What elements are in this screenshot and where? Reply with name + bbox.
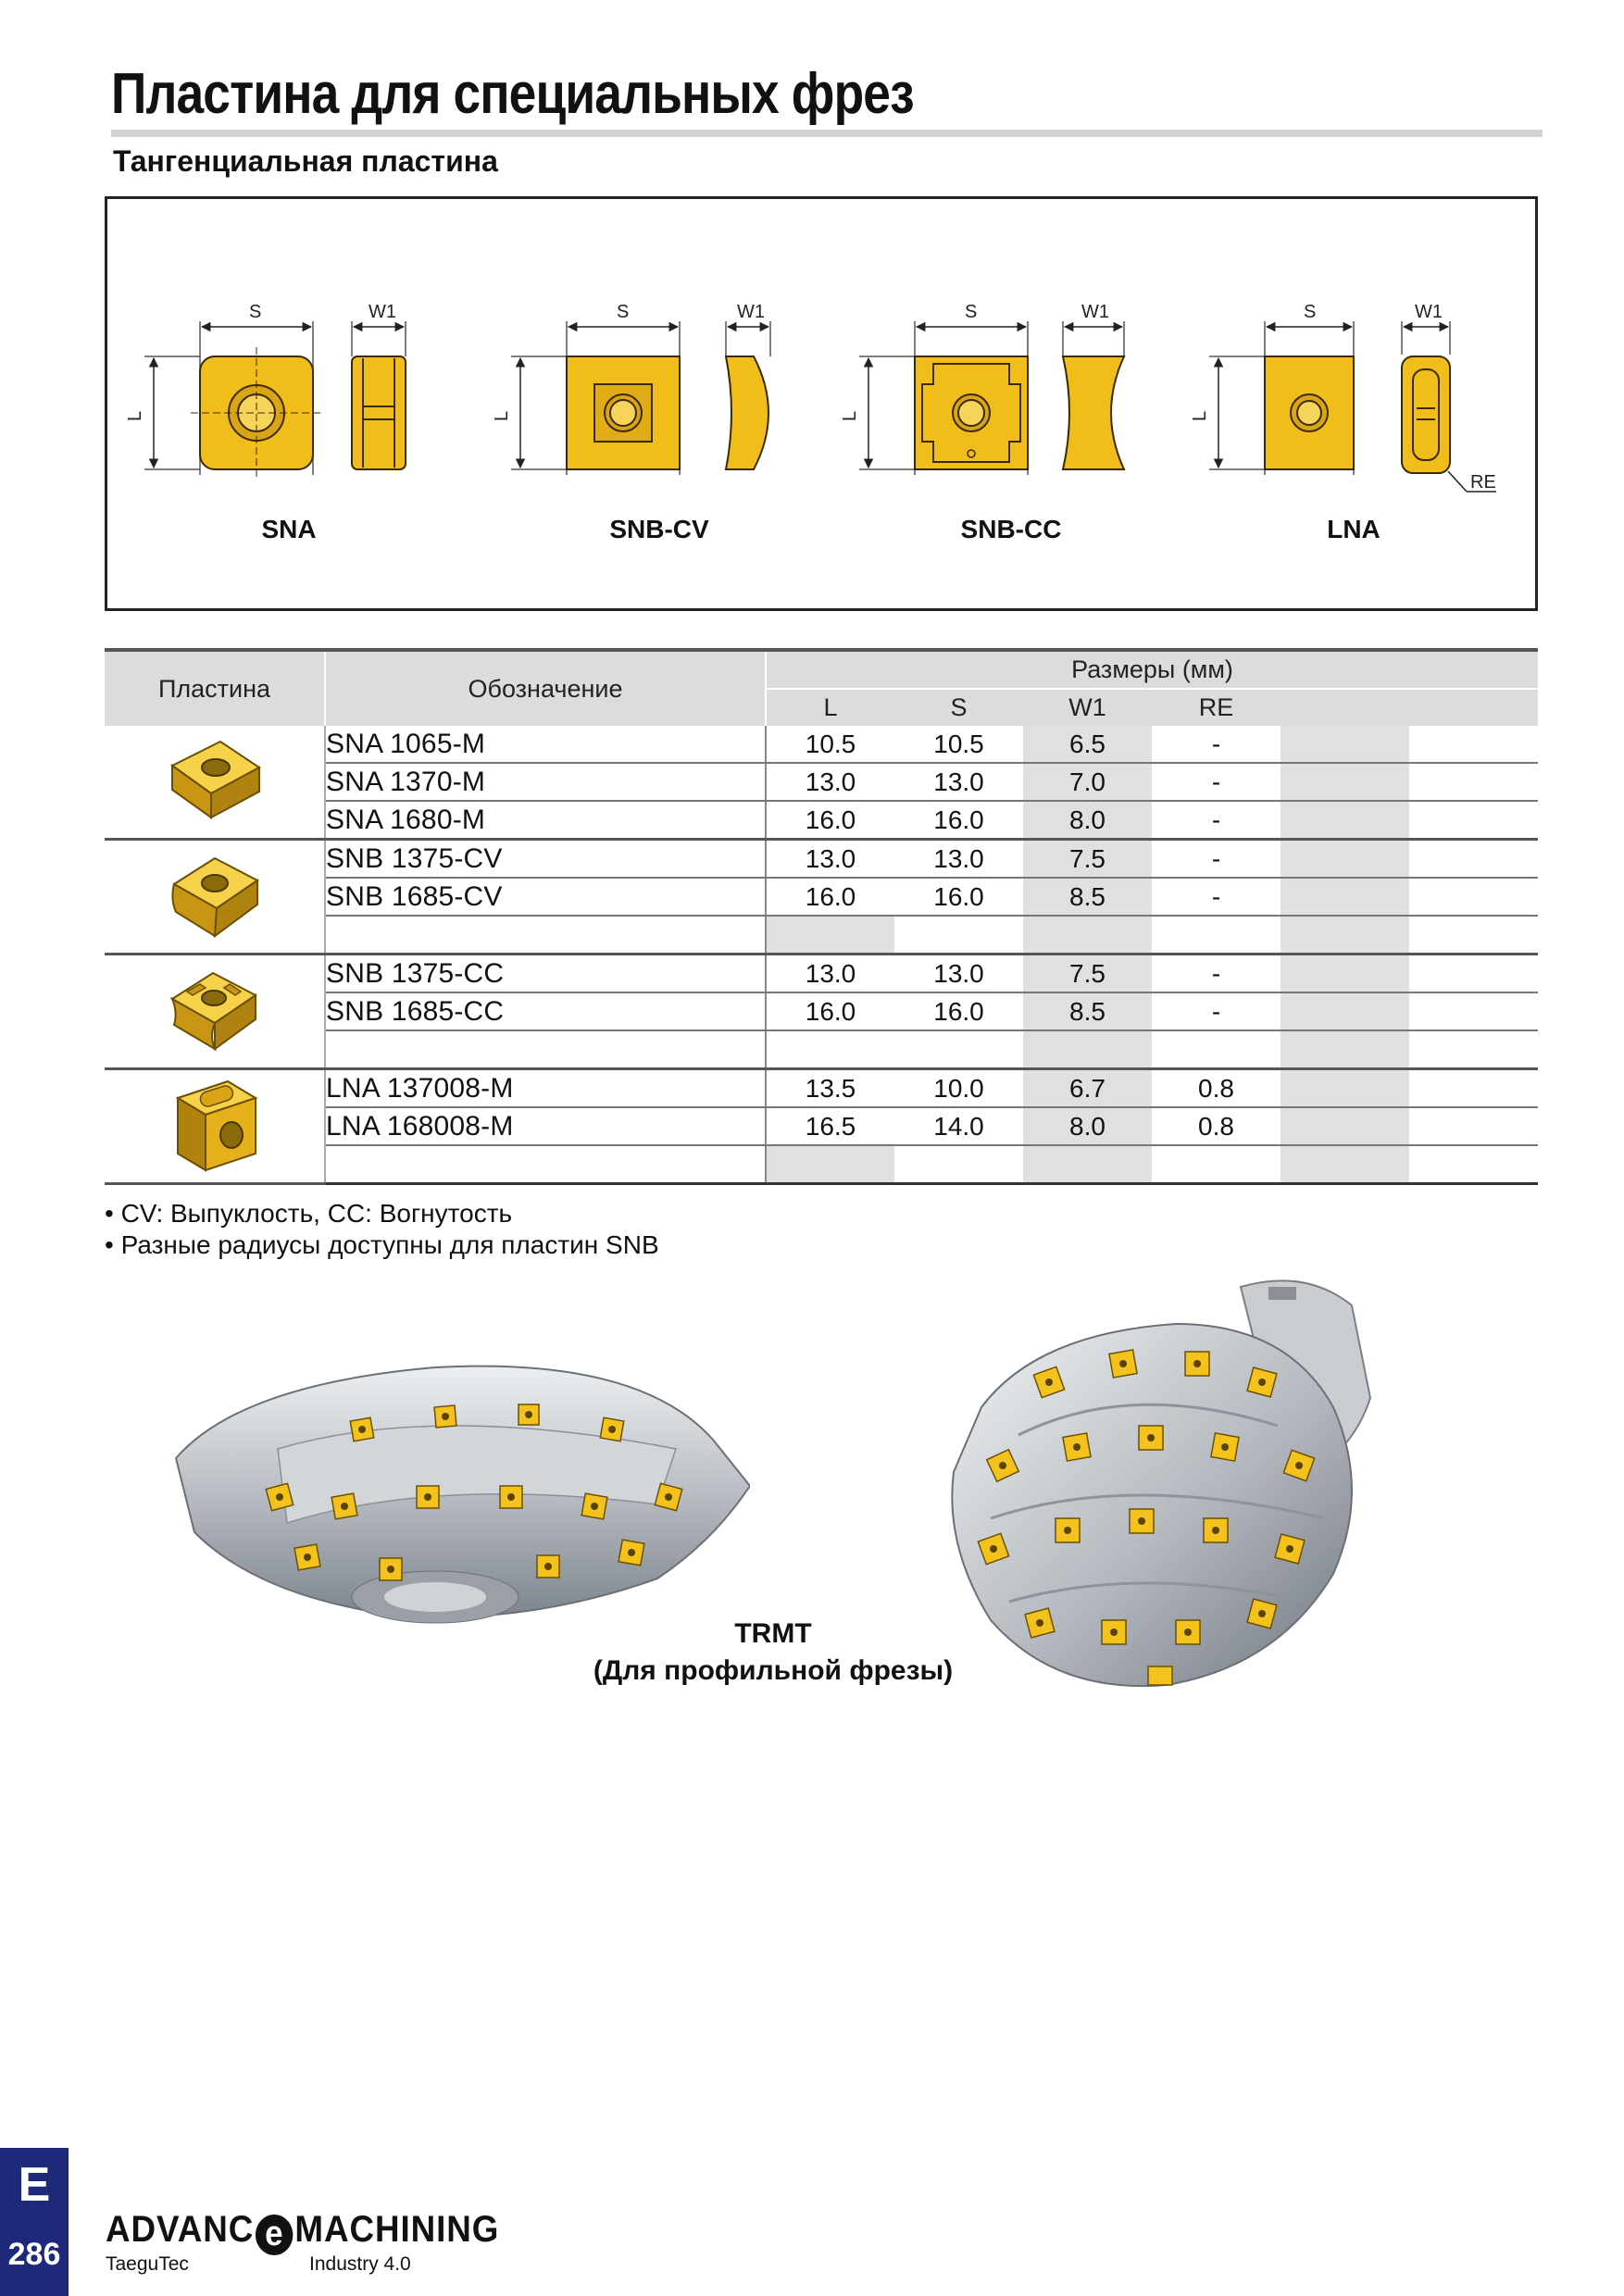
- snb-cc-l-label: L: [840, 410, 860, 421]
- snb-cc-drawing: [840, 302, 1124, 543]
- lna-w1-label: W1: [1415, 302, 1443, 322]
- section-tab: [0, 2148, 69, 2296]
- section-letter: E: [18, 2158, 51, 2212]
- snb-cc-s-label: S: [965, 302, 978, 322]
- note-snb-radii: • Разные радиусы доступны для пластин SNB: [105, 1230, 659, 1259]
- value-w1: 6.5: [1023, 726, 1152, 763]
- col-header-designation: Обозначение: [325, 650, 766, 726]
- value-l: [766, 1145, 894, 1184]
- snb-cc-w1-label: W1: [1081, 302, 1109, 322]
- value-s: 14.0: [894, 1107, 1023, 1145]
- designation-cell: SNB 1685-CC: [325, 992, 766, 1030]
- snb-cv-type-label: SNB-CV: [609, 515, 709, 543]
- col-header-s: S: [894, 689, 1023, 726]
- title-divider: [111, 130, 1543, 137]
- insert-spec-table: [105, 648, 1538, 1185]
- value-l: 16.0: [766, 878, 894, 916]
- value-l: [766, 1030, 894, 1069]
- value-re: -: [1152, 726, 1280, 763]
- snb-cv-w1-label: W1: [737, 302, 765, 322]
- value-w1: [1023, 1030, 1152, 1069]
- col-header-blank: [1409, 689, 1538, 726]
- value-s: [894, 1145, 1023, 1184]
- cutter-photo-face-mill: [157, 1347, 750, 1634]
- value-s: 13.0: [894, 955, 1023, 993]
- value-l: 16.0: [766, 992, 894, 1030]
- value-re: -: [1152, 801, 1280, 840]
- value-l: 13.0: [766, 955, 894, 993]
- designation-cell: [325, 1030, 766, 1069]
- lna-l-label: L: [1190, 410, 1210, 421]
- value-l: 13.0: [766, 763, 894, 801]
- photo-caption: [556, 1616, 991, 1690]
- lna-drawing: [1190, 302, 1496, 543]
- col-header-w1: W1: [1023, 689, 1152, 726]
- brand-industry: Industry 4.0: [309, 2253, 411, 2275]
- footnotes: [105, 1198, 659, 1261]
- brand-left: ADVANC: [106, 2209, 255, 2250]
- col-header-re: RE: [1152, 689, 1280, 726]
- designation-cell: [325, 916, 766, 955]
- brand-taegutec: TaeguTec: [106, 2253, 189, 2275]
- col-header-sizes: Размеры (мм): [766, 650, 1538, 689]
- value-w1: 8.5: [1023, 992, 1152, 1030]
- value-re: -: [1152, 763, 1280, 801]
- lna-type-label: LNA: [1327, 515, 1380, 543]
- value-re: -: [1152, 840, 1280, 879]
- value-s: 16.0: [894, 801, 1023, 840]
- sna-drawing: [125, 302, 406, 543]
- value-re: -: [1152, 878, 1280, 916]
- value-re: [1152, 1030, 1280, 1069]
- value-l: 13.0: [766, 840, 894, 879]
- note-cv-cc: • CV: Выпуклость, CC: Вогнутость: [105, 1199, 513, 1228]
- value-s: 16.0: [894, 992, 1023, 1030]
- value-s: 13.0: [894, 763, 1023, 801]
- table-row: [105, 726, 1538, 763]
- designation-cell: LNA 137008-M: [325, 1069, 766, 1108]
- brand-e-mark: e: [256, 2215, 293, 2255]
- snb-cc-type-label: SNB-CC: [960, 515, 1062, 543]
- sna-s-label: S: [249, 302, 262, 322]
- lna-insert-image: [105, 1069, 325, 1184]
- designation-cell: SNA 1680-M: [325, 801, 766, 840]
- sna-w1-label: W1: [369, 302, 396, 322]
- designation-cell: [325, 1145, 766, 1184]
- caption-trmt: TRMT: [734, 1618, 812, 1649]
- value-l: 16.5: [766, 1107, 894, 1145]
- value-l: 10.5: [766, 726, 894, 763]
- col-header-insert: Пластина: [105, 650, 325, 726]
- value-re: -: [1152, 992, 1280, 1030]
- value-w1: 7.5: [1023, 955, 1152, 993]
- value-s: 13.0: [894, 840, 1023, 879]
- value-w1: [1023, 916, 1152, 955]
- value-l: [766, 916, 894, 955]
- designation-cell: LNA 168008-M: [325, 1107, 766, 1145]
- value-w1: 8.0: [1023, 801, 1152, 840]
- table-row: [105, 840, 1538, 879]
- page-number: 286: [7, 2237, 61, 2272]
- sna-l-label: L: [125, 410, 145, 421]
- col-header-blank: [1280, 689, 1409, 726]
- designation-cell: SNB 1375-CC: [325, 955, 766, 993]
- value-re: [1152, 916, 1280, 955]
- page-title: Пластина для специальных фрез: [111, 62, 914, 126]
- value-l: 16.0: [766, 801, 894, 840]
- value-re: 0.8: [1152, 1107, 1280, 1145]
- value-s: 10.0: [894, 1069, 1023, 1108]
- value-re: 0.8: [1152, 1069, 1280, 1108]
- value-s: [894, 916, 1023, 955]
- value-re: [1152, 1145, 1280, 1184]
- value-w1: 7.5: [1023, 840, 1152, 879]
- lna-s-label: S: [1304, 302, 1317, 322]
- value-w1: [1023, 1145, 1152, 1184]
- lna-re-label: RE: [1470, 472, 1496, 493]
- brand-right: MACHINING: [294, 2209, 500, 2250]
- value-w1: 6.7: [1023, 1069, 1152, 1108]
- designation-cell: SNA 1065-M: [325, 726, 766, 763]
- value-w1: 7.0: [1023, 763, 1152, 801]
- page-subtitle: Тангенциальная пластина: [113, 144, 498, 178]
- insert-drawings: [107, 199, 1541, 614]
- value-s: [894, 1030, 1023, 1069]
- sna-type-label: SNA: [261, 515, 317, 543]
- value-w1: 8.0: [1023, 1107, 1152, 1145]
- snb-cv-insert-image: [105, 840, 325, 955]
- table-row: [105, 1069, 1538, 1108]
- table-row: [105, 955, 1538, 993]
- brand-logo: [106, 2209, 533, 2275]
- value-s: 10.5: [894, 726, 1023, 763]
- snb-cv-s-label: S: [617, 302, 630, 322]
- sna-insert-image: [105, 726, 325, 840]
- snb-cc-insert-image: [105, 955, 325, 1069]
- designation-cell: SNB 1685-CV: [325, 878, 766, 916]
- caption-profile-mill: (Для профильной фрезы): [593, 1655, 954, 1686]
- designation-cell: SNA 1370-M: [325, 763, 766, 801]
- value-s: 16.0: [894, 878, 1023, 916]
- col-header-l: L: [766, 689, 894, 726]
- insert-drawings-panel: [105, 196, 1538, 611]
- value-re: -: [1152, 955, 1280, 993]
- snb-cv-l-label: L: [492, 410, 512, 421]
- value-l: 13.5: [766, 1069, 894, 1108]
- designation-cell: SNB 1375-CV: [325, 840, 766, 879]
- value-w1: 8.5: [1023, 878, 1152, 916]
- snb-cv-drawing: [492, 302, 770, 543]
